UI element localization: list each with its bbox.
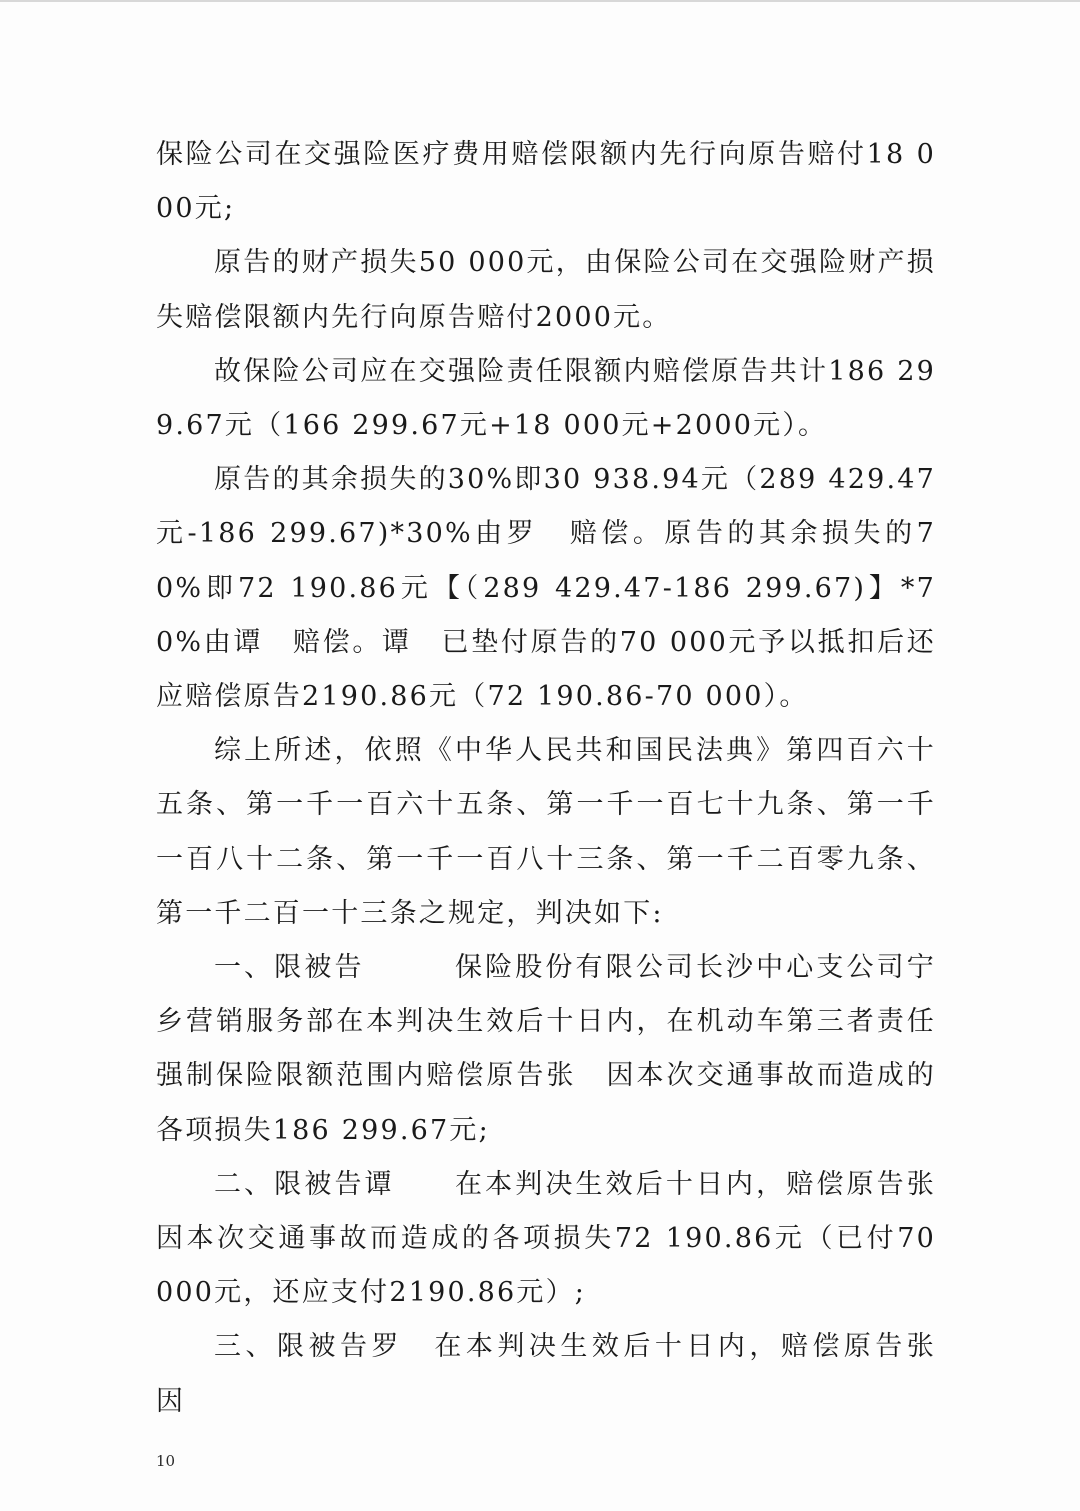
paragraph-2: 原告的财产损失50 000元，由保险公司在交强险财产损失赔偿限额内先行向原告赔付2000元。 [156, 247, 936, 333]
page-top-border [0, 0, 1080, 2]
paragraph-7: 二、限被告谭 在本判决生效后十日内，赔偿原告张 因本次交通事故而造成的各项损失72 190.86元（已付70 000元，还应支付2190.86元）; [156, 1168, 966, 1309]
paragraph-3: 故保险公司应在交强险责任限额内赔偿原告共计186 299.67元（166 299.67元+18 000元+2000元）。 [156, 355, 936, 442]
paragraph-1: 保险公司在交强险医疗费用赔偿限额内先行向原告赔付18 000元; [156, 139, 936, 225]
paragraph-6: 一、限被告 保险股份有限公司长沙中心支公司宁乡营销服务部在本判决生效后十日内，在机动车第三者责任强制保险限额范围内赔偿原告张 因本次交通事故而造成的各项损失186 299.67元; [156, 952, 936, 1146]
paragraph-5: 综上所述，依照《中华人民共和国民法典》第四百六十五条、第一千一百六十五条、第一千一百七十九条、第一千一百八十二条、第一千一百八十三条、第一千二百零九条、第一千二百一十三条之规定，判决如下: [156, 735, 936, 929]
document-body [156, 128, 966, 1429]
paragraph-4: 原告的其余损失的30%即30 938.94元（289 429.47元-186 299.67)*30%由罗 赔偿。原告的其余损失的70%即72 190.86元【（289 429.47-186 299.67)】*70%由谭 赔偿。谭 已垫付原告的70 000元予以抵扣后还应赔偿原告2190.86元（72 190.86-70 000）。 [156, 464, 936, 713]
paragraph-8: 三、限被告罗 在本判决生效后十日内，赔偿原告张 因 [156, 1331, 966, 1417]
page-number: 10 [156, 1452, 176, 1470]
